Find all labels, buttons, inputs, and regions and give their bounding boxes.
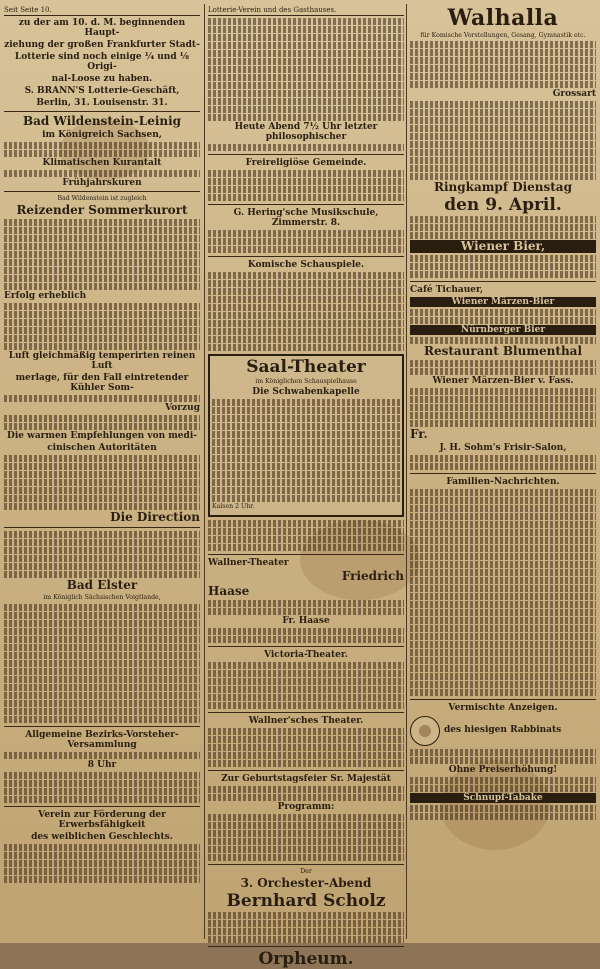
small-print	[208, 694, 404, 701]
small-print	[208, 186, 404, 193]
small-print	[208, 42, 404, 49]
small-print	[208, 106, 404, 113]
column-middle	[208, 6, 404, 969]
divider	[208, 646, 404, 647]
column-left	[4, 6, 200, 939]
small-print	[410, 404, 596, 411]
small-print	[410, 216, 596, 223]
small-print	[4, 395, 200, 402]
small-print	[410, 625, 596, 632]
spa-recommend: cinischen Autoritäten	[47, 443, 157, 454]
small-print	[208, 520, 404, 527]
small-print	[4, 644, 200, 651]
small-print	[4, 708, 200, 715]
small-print	[208, 320, 404, 327]
small-print	[4, 142, 200, 149]
small-print	[4, 479, 200, 486]
small-print	[208, 544, 404, 551]
divider	[208, 554, 404, 555]
column-right	[410, 6, 596, 939]
small-print	[4, 487, 200, 494]
small-print	[410, 673, 596, 680]
divider	[410, 473, 596, 474]
theater-footer: Kalsen 2 Uhr.	[212, 503, 255, 511]
small-print	[4, 684, 200, 691]
small-print	[410, 396, 596, 403]
small-print	[208, 822, 404, 829]
small-print	[410, 109, 596, 116]
small-print	[208, 18, 404, 25]
small-print	[4, 676, 200, 683]
small-print	[4, 604, 200, 611]
small-print	[410, 489, 596, 496]
small-print	[208, 82, 404, 89]
small-print	[208, 728, 404, 735]
small-print	[410, 73, 596, 80]
theater-title: Saal-Theater	[246, 357, 366, 377]
small-print	[410, 57, 596, 64]
divider	[4, 191, 200, 192]
small-print	[212, 479, 400, 486]
spa-text: merlage, für den Fall eintretender Kühler Som-	[15, 373, 189, 394]
orpheum-title: Orpheum.	[258, 949, 354, 969]
orchestra-title: 3. Orchester-Abend	[240, 876, 372, 891]
society-title: Verein zur Förderung der Erwerbsfähigkeit	[38, 809, 166, 830]
small-print	[410, 749, 596, 756]
small-print	[410, 117, 596, 124]
small-print	[208, 114, 404, 121]
small-print	[208, 288, 404, 295]
small-print	[410, 173, 596, 180]
rabbinate-title: des hiesigen Rabbinats	[444, 725, 562, 736]
spa-direction: Die Direction	[110, 510, 200, 525]
small-print	[4, 788, 200, 795]
small-print	[208, 760, 404, 767]
spa-section: Frühjahrskuren	[62, 178, 142, 188]
small-print	[208, 814, 404, 821]
small-print	[410, 224, 596, 231]
lottery-line: ziehung der großen Frankfurter Stadt-	[4, 40, 200, 50]
small-print	[212, 415, 400, 422]
small-print	[208, 74, 404, 81]
small-print	[208, 928, 404, 935]
small-print	[4, 547, 200, 554]
small-print	[212, 495, 400, 502]
divider	[208, 154, 404, 155]
small-print	[208, 528, 404, 535]
small-print	[208, 536, 404, 543]
small-print	[4, 860, 200, 867]
small-print	[4, 303, 200, 310]
small-print	[410, 529, 596, 536]
lottery-address: Berlin, 31. Louisenstr. 31.	[36, 98, 168, 108]
small-print	[4, 327, 200, 334]
small-print	[410, 337, 596, 344]
small-print	[4, 752, 200, 759]
spa-title: Reizender Sommerkurort	[16, 203, 188, 218]
divider	[4, 527, 200, 528]
small-print	[208, 912, 404, 919]
small-print	[410, 149, 596, 156]
small-print	[4, 852, 200, 859]
small-print	[4, 415, 200, 422]
small-print	[208, 50, 404, 57]
small-print	[208, 230, 404, 237]
hair-initials: Fr.	[410, 427, 428, 442]
birthday-notice: Zur Geburtstagsfeier Sr. Majestät	[221, 773, 391, 784]
family-news-title: Familien-Nachrichten.	[446, 477, 560, 488]
divider	[208, 864, 404, 865]
market-title: Vermischte Anzeigen.	[448, 703, 558, 714]
small-print	[410, 271, 596, 278]
small-print	[208, 678, 404, 685]
theater-subtitle: im Königlichen Schauspielhause	[255, 378, 357, 385]
small-print	[208, 34, 404, 41]
small-print	[410, 455, 596, 462]
small-print	[410, 165, 596, 172]
small-print	[208, 26, 404, 33]
small-print	[208, 296, 404, 303]
small-print	[410, 388, 596, 395]
small-print	[410, 49, 596, 56]
dance-kind: Ringkampf	[434, 180, 508, 195]
small-print	[410, 309, 596, 316]
small-print	[4, 267, 200, 274]
small-print	[4, 692, 200, 699]
small-print	[410, 657, 596, 664]
small-print	[4, 868, 200, 875]
small-print	[208, 670, 404, 677]
small-print	[410, 317, 596, 324]
small-print	[410, 609, 596, 616]
hair-salon: J. H. Sohm's Frisir-Salon,	[439, 443, 567, 454]
theater-ad-box	[208, 354, 404, 517]
orchestra-name: Bernhard Scholz	[226, 891, 386, 912]
grand-title: Grossart	[552, 89, 596, 100]
venue-subtitle: für Komische Vorstellungen, Gesang, Gymnastik etc.	[420, 32, 586, 39]
running-header: Lotterie-Verein und des Gasthauses.	[208, 6, 404, 16]
divider	[4, 111, 200, 112]
small-print	[410, 157, 596, 164]
small-print	[410, 232, 596, 239]
small-print	[208, 600, 404, 607]
small-print	[410, 420, 596, 427]
small-print	[208, 90, 404, 97]
small-print	[208, 920, 404, 927]
divider	[208, 204, 404, 205]
beer-title: Wiener Bier,	[410, 240, 596, 253]
small-print	[410, 263, 596, 270]
small-print	[208, 336, 404, 343]
small-print	[4, 780, 200, 787]
small-print	[410, 561, 596, 568]
spa-kind: Klimatischen Kurantalt	[42, 158, 162, 168]
small-print	[208, 280, 404, 287]
spa-recommend: Die warmen Empfehlungen von medi-	[7, 431, 197, 442]
column-rule	[204, 4, 205, 939]
small-print	[208, 328, 404, 335]
small-print	[4, 243, 200, 250]
divider	[4, 806, 200, 807]
divider	[4, 726, 200, 727]
small-print	[208, 794, 404, 801]
small-print	[410, 463, 596, 470]
small-print	[4, 275, 200, 282]
small-print	[4, 531, 200, 538]
small-print	[410, 81, 596, 88]
small-print	[208, 272, 404, 279]
concert-name: Haase	[208, 583, 250, 598]
small-print	[4, 463, 200, 470]
spa-intro: Bad Wildenstein ist zugleich	[57, 195, 147, 202]
small-print	[212, 455, 400, 462]
small-print	[4, 150, 200, 157]
philosophy-notice: Heute Abend 7½ Uhr letzter philosophischer	[234, 122, 378, 142]
spa-title: Bad Elster	[66, 578, 138, 593]
spa-title: Bad Wildenstein-Leinig	[22, 114, 182, 128]
small-print	[208, 662, 404, 669]
divider	[410, 699, 596, 700]
small-print	[212, 471, 400, 478]
small-print	[4, 227, 200, 234]
small-print	[4, 652, 200, 659]
small-print	[4, 628, 200, 635]
small-print	[208, 312, 404, 319]
spa-text: Luft gleichmäßig temperirten reinen Luft	[8, 351, 196, 372]
small-print	[208, 854, 404, 861]
small-print	[208, 846, 404, 853]
small-print	[208, 936, 404, 943]
spa-motto: Erfolg erheblich	[4, 291, 87, 302]
small-print	[410, 537, 596, 544]
program-label: Programm:	[277, 801, 335, 812]
beer-offer: Wiener Märzen-Bier	[410, 297, 596, 307]
small-print	[410, 255, 596, 262]
small-print	[208, 344, 404, 351]
divider	[208, 770, 404, 771]
small-print	[4, 876, 200, 883]
small-print	[4, 471, 200, 478]
small-print	[4, 235, 200, 242]
small-print	[4, 668, 200, 675]
small-print	[208, 830, 404, 837]
small-print	[410, 412, 596, 419]
small-print	[410, 689, 596, 696]
small-print	[212, 447, 400, 454]
small-print	[410, 617, 596, 624]
small-print	[208, 170, 404, 177]
small-print	[410, 633, 596, 640]
rabbinate-notice	[410, 716, 596, 746]
small-print	[410, 41, 596, 48]
dance-event	[410, 181, 596, 194]
small-print	[208, 66, 404, 73]
small-print	[4, 716, 200, 723]
small-print	[410, 585, 596, 592]
small-print	[4, 539, 200, 546]
small-print	[4, 311, 200, 318]
small-print	[212, 399, 400, 406]
small-print	[410, 125, 596, 132]
small-print	[208, 752, 404, 759]
spa-subtitle: im Königlich Sächsischen Voigtlande,	[43, 594, 161, 602]
small-print	[4, 563, 200, 570]
small-print	[4, 335, 200, 342]
small-print	[410, 681, 596, 688]
small-print	[212, 407, 400, 414]
concert-title: Friedrich	[341, 568, 404, 583]
small-print	[4, 796, 200, 803]
lottery-line: nal-Loose zu haben.	[51, 74, 153, 84]
small-print	[410, 521, 596, 528]
tobacco-title: Schnupf-Tabake	[410, 793, 596, 803]
small-print	[4, 660, 200, 667]
concert-name-2: Fr. Haase	[282, 615, 330, 626]
small-print	[208, 838, 404, 845]
small-print	[208, 98, 404, 105]
small-print	[208, 636, 404, 643]
small-print	[4, 170, 200, 177]
small-print	[4, 283, 200, 290]
music-school: G. Hering'sche Musikschule, Zimmerstr. 8.	[233, 208, 379, 228]
small-print	[4, 495, 200, 502]
running-header: Seit Seite 10.	[4, 6, 200, 16]
small-print	[208, 238, 404, 245]
small-print	[4, 636, 200, 643]
small-print	[208, 194, 404, 201]
small-print	[410, 593, 596, 600]
small-print	[4, 251, 200, 258]
beer-offer: Nürnberger Bier	[410, 325, 596, 335]
small-print	[212, 463, 400, 470]
small-print	[410, 665, 596, 672]
dance-day: Dienstag	[512, 180, 572, 195]
small-print	[212, 423, 400, 430]
small-print	[4, 700, 200, 707]
small-print	[410, 577, 596, 584]
lottery-line: Lotterie sind noch einige ¼ und ⅛ Origi-	[14, 52, 190, 72]
cafe-name: Café Tichauer,	[410, 285, 484, 296]
restaurant-name: Restaurant Blumenthal	[423, 344, 583, 359]
small-print	[410, 513, 596, 520]
small-print	[410, 553, 596, 560]
small-print	[410, 813, 596, 820]
dance-date: den 9. April.	[444, 195, 562, 216]
society-subtitle: des weiblichen Geschlechts.	[31, 831, 173, 842]
small-print	[4, 423, 200, 430]
small-print	[208, 744, 404, 751]
small-print	[4, 319, 200, 326]
small-print	[410, 569, 596, 576]
beer-offer: Wiener Märzen-Bier v. Fass.	[432, 376, 574, 387]
small-print	[208, 628, 404, 635]
meeting-title: Allgemeine Bezirks-Vorsteher-Versammlung	[25, 729, 179, 750]
venue-title: Walhalla	[447, 5, 559, 31]
small-print	[4, 772, 200, 779]
play-title: Komische Schauspiele.	[247, 260, 365, 270]
seal-icon	[410, 716, 440, 746]
small-print	[208, 786, 404, 793]
lottery-line: zu der am 10. d. M. beginnenden Haupt-	[18, 18, 186, 38]
small-print	[208, 686, 404, 693]
small-print	[4, 620, 200, 627]
divider	[410, 281, 596, 282]
concert-hall: Wallner-Theater	[208, 557, 289, 568]
small-print	[410, 649, 596, 656]
small-print	[4, 571, 200, 578]
small-print	[208, 58, 404, 65]
small-print	[410, 757, 596, 764]
small-print	[208, 608, 404, 615]
small-print	[4, 455, 200, 462]
small-print	[410, 777, 596, 784]
small-print	[4, 219, 200, 226]
small-print	[208, 702, 404, 709]
small-print	[410, 785, 596, 792]
divider	[208, 256, 404, 257]
small-print	[410, 368, 596, 375]
orchestra-number: Der	[300, 867, 312, 875]
column-rule	[406, 4, 407, 939]
divider	[208, 946, 404, 947]
victoria-theater: Victoria-Theater.	[264, 649, 348, 660]
small-print	[4, 844, 200, 851]
small-print	[208, 178, 404, 185]
small-print	[4, 259, 200, 266]
lottery-seller: S. BRANN'S Lotterie-Geschäft,	[24, 86, 180, 96]
spa-vorzug: Vorzug	[165, 403, 200, 414]
small-print	[410, 65, 596, 72]
small-print	[208, 736, 404, 743]
small-print	[208, 144, 404, 151]
small-print	[410, 505, 596, 512]
meeting-time: 8 Uhr	[87, 759, 117, 770]
small-print	[410, 641, 596, 648]
small-print	[410, 497, 596, 504]
congregation-title: Freireligiöse Gemeinde.	[245, 158, 367, 168]
small-print	[410, 545, 596, 552]
wallner-theater: Wallner'sches Theater.	[248, 715, 364, 726]
small-print	[208, 246, 404, 253]
small-print	[410, 101, 596, 108]
spa-subtitle: im Königreich Sachsen,	[42, 130, 162, 140]
small-print	[4, 343, 200, 350]
no-price-notice: Ohne Preiserhöhung!	[448, 765, 558, 776]
small-print	[410, 133, 596, 140]
small-print	[410, 141, 596, 148]
theater-event: Die Schwabenkapelle	[252, 387, 360, 398]
small-print	[4, 503, 200, 510]
divider	[208, 712, 404, 713]
small-print	[410, 601, 596, 608]
small-print	[212, 487, 400, 494]
small-print	[4, 612, 200, 619]
small-print	[208, 304, 404, 311]
small-print	[212, 439, 400, 446]
small-print	[410, 805, 596, 812]
small-print	[410, 360, 596, 367]
small-print	[212, 431, 400, 438]
small-print	[4, 555, 200, 562]
